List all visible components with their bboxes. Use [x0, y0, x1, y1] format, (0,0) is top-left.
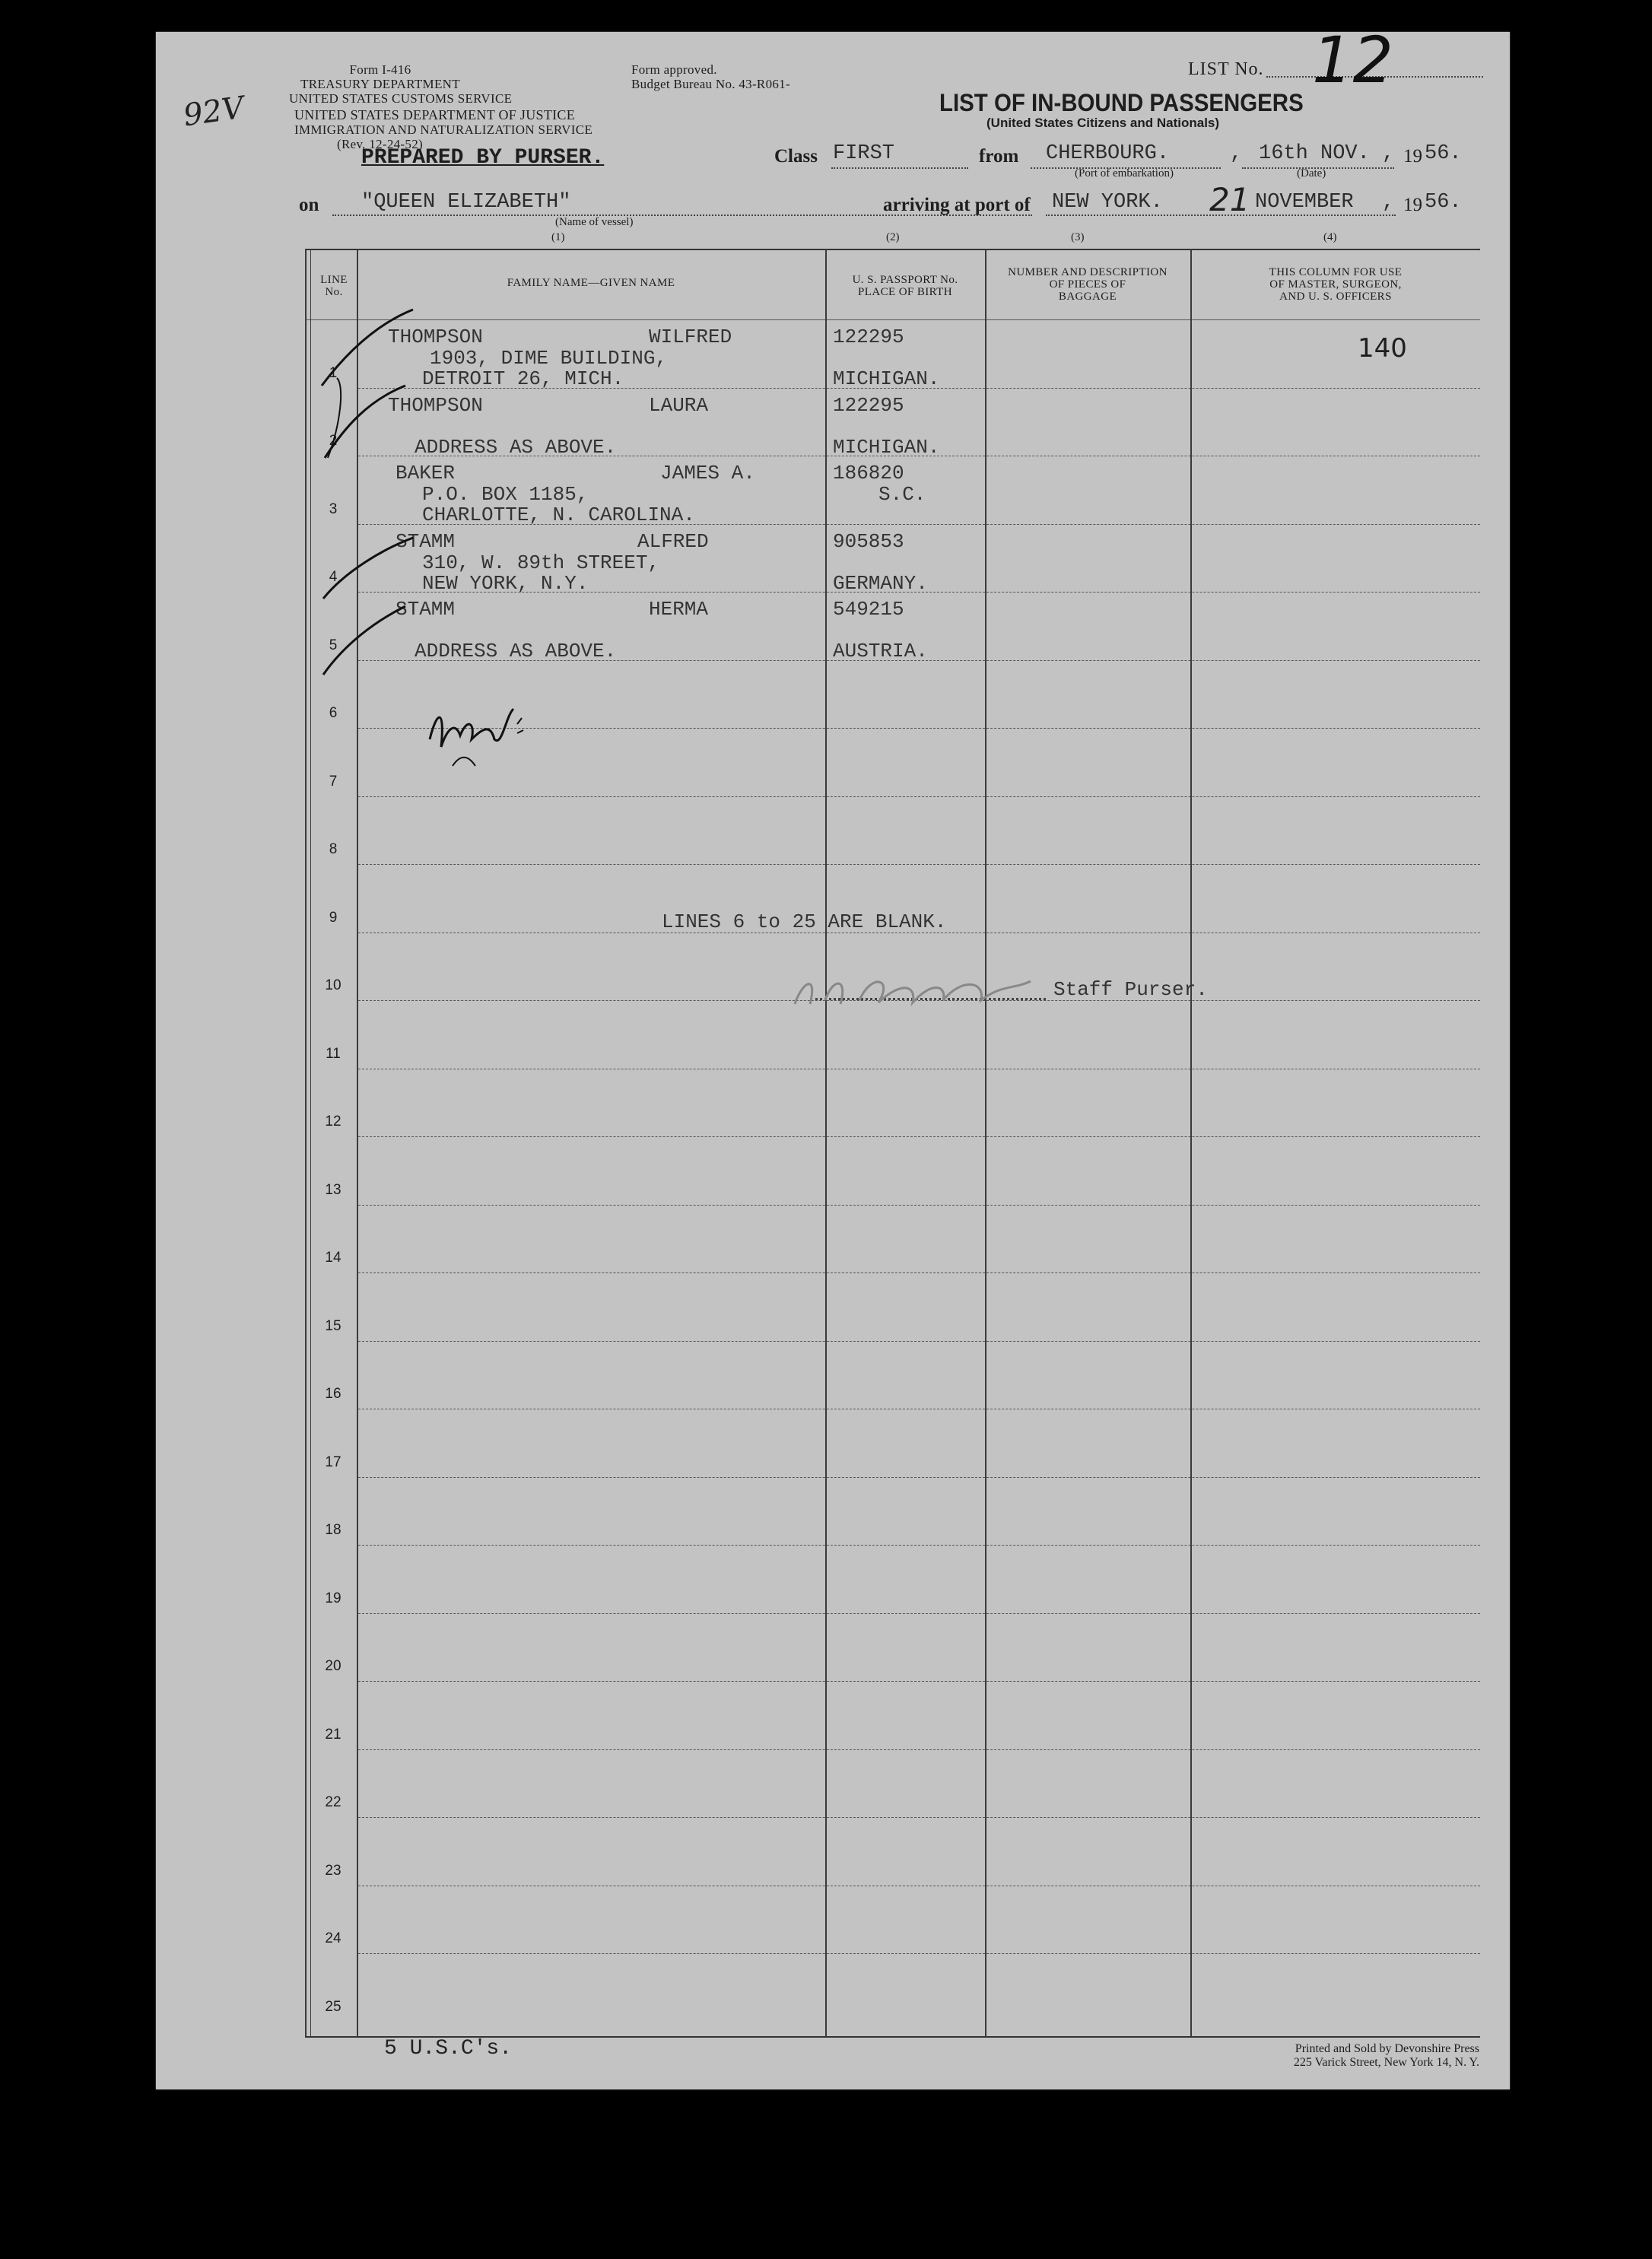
- from-value: CHERBOURG.: [1046, 142, 1170, 165]
- col-number-1: (1): [551, 231, 565, 243]
- address-line: P.O. BOX 1185,: [422, 483, 589, 506]
- embark-caption: (Port of embarkation): [1075, 167, 1174, 180]
- line-number: 19: [325, 1590, 342, 1606]
- line-number: 9: [329, 909, 338, 926]
- address-line: ADDRESS AS ABOVE.: [415, 640, 617, 662]
- baggage-col-divider: [1190, 249, 1192, 2036]
- row-line: [358, 1272, 1480, 1273]
- page-title: LIST OF IN-BOUND PASSENGERS: [939, 89, 1304, 116]
- header-officers-2: OF MASTER, SURGEON,: [1269, 278, 1402, 291]
- year-value: 56.: [1425, 142, 1462, 165]
- arriving-day: 21: [1209, 181, 1250, 218]
- approval-block: [631, 62, 790, 91]
- date-caption: (Date): [1297, 167, 1326, 180]
- check-mark: [323, 538, 413, 599]
- passport-col-divider: [985, 249, 986, 2036]
- header-passport-no: U. S. PASSPORT No.: [852, 274, 958, 286]
- arriving-port: NEW YORK.: [1052, 191, 1163, 214]
- address-line: NEW YORK, N.Y.: [422, 571, 589, 595]
- check-mark: [325, 386, 405, 458]
- line-number: 22: [325, 1794, 342, 1810]
- revision-date: (Rev. 12-24-52): [337, 137, 423, 151]
- officer-note: 140: [1358, 333, 1407, 364]
- line-number: 6: [329, 705, 338, 721]
- ins-name: IMMIGRATION AND NATURALIZATION SERVICE: [294, 122, 593, 137]
- prepared-by: PREPARED BY PURSER.: [361, 146, 605, 170]
- family-name: STAMM: [396, 529, 456, 553]
- place-of-birth: AUSTRIA.: [833, 640, 928, 662]
- row-line: [358, 796, 1480, 797]
- place-of-birth: S.C.: [878, 483, 926, 506]
- form-number: Form I-416: [349, 62, 411, 77]
- on-label: on: [299, 195, 319, 215]
- line-number: 18: [325, 1522, 342, 1538]
- arriving-label: arriving at port of: [883, 195, 1031, 215]
- list-no-label: LIST No.: [1188, 59, 1264, 79]
- margin-mark: 92V: [181, 90, 246, 134]
- row-line: [358, 1613, 1480, 1614]
- col-number-2: (2): [886, 231, 900, 243]
- table-left-border: [305, 249, 307, 2036]
- from-label: from: [979, 146, 1019, 167]
- row-line: [358, 1136, 1480, 1137]
- check-mark: [323, 606, 405, 675]
- line-number: 24: [325, 1930, 342, 1946]
- address-line: ADDRESS AS ABOVE.: [415, 435, 617, 459]
- arriving-year-prefix: 19: [1403, 195, 1422, 215]
- table-top-border: [305, 249, 1480, 250]
- line-number: 12: [325, 1114, 342, 1130]
- passport-number: 905853: [833, 529, 904, 553]
- line-number: 21: [325, 1726, 342, 1743]
- line-number: 8: [329, 841, 338, 857]
- class-line: [831, 167, 968, 169]
- given-name: JAMES A.: [660, 462, 755, 485]
- approval-text: Form approved.: [631, 62, 717, 77]
- line-number: 20: [325, 1658, 342, 1674]
- family-name: THOMPSON: [388, 393, 483, 417]
- check-mark: [322, 310, 413, 386]
- doj-name: UNITED STATES DEPARTMENT OF JUSTICE: [294, 107, 576, 122]
- header-name: FAMILY NAME—GIVEN NAME: [507, 277, 675, 289]
- header-line-text: LINE: [320, 274, 348, 286]
- col-number-3: (3): [1071, 231, 1085, 243]
- punch-hole: [116, 1848, 154, 1886]
- passport-number: 186820: [833, 462, 904, 485]
- printer-address: 225 Varick Street, New York 14, N. Y.: [1293, 2056, 1479, 2069]
- page-subtitle: (United States Citizens and Nationals): [986, 116, 1220, 130]
- handwritten-initials: [422, 694, 536, 777]
- line-number: 17: [325, 1454, 342, 1470]
- line-number: 15: [325, 1317, 342, 1334]
- blank-lines-note: LINES 6 to 25 ARE BLANK.: [662, 910, 947, 933]
- row-line: [358, 1545, 1480, 1546]
- citizen-count: 5 U.S.C's.: [384, 2037, 513, 2060]
- row-line: [358, 1817, 1480, 1818]
- date-value: 16th NOV.: [1259, 142, 1370, 165]
- service-name: UNITED STATES CUSTOMS SERVICE: [289, 91, 513, 106]
- passport-number: 549215: [833, 598, 904, 621]
- line-number: 7: [329, 773, 338, 790]
- name-col-divider: [825, 249, 827, 2036]
- department-name: TREASURY DEPARTMENT: [300, 77, 460, 91]
- doj-block: [294, 107, 593, 151]
- place-of-birth: MICHIGAN.: [833, 435, 940, 459]
- family-name: THOMPSON: [388, 326, 483, 348]
- arriving-year-value: 56.: [1425, 191, 1462, 214]
- address-line: 1903, DIME BUILDING,: [430, 347, 668, 370]
- col-number-4: (4): [1323, 231, 1337, 243]
- class-label: Class: [774, 146, 818, 167]
- address-line: DETROIT 26, MICH.: [422, 367, 624, 390]
- header-place-of-birth: PLACE OF BIRTH: [858, 286, 952, 298]
- place-of-birth: MICHIGAN.: [833, 367, 940, 390]
- line-number: 25: [325, 1998, 342, 2015]
- row-line: [358, 1477, 1480, 1478]
- address-line: CHARLOTTE, N. CAROLINA.: [422, 504, 695, 526]
- line-number: 3: [329, 500, 338, 517]
- header-passport: [827, 274, 983, 298]
- arriving-month: NOVEMBER: [1255, 191, 1354, 214]
- header-officers: [1192, 266, 1479, 303]
- header-officers-1: THIS COLUMN FOR USE: [1269, 266, 1403, 278]
- date-separator: ,: [1230, 142, 1243, 165]
- vessel-caption: (Name of vessel): [555, 216, 634, 228]
- header-baggage-1: NUMBER AND DESCRIPTION: [1008, 266, 1168, 278]
- printer-name: Printed and Sold by Devonshire Press: [1295, 2042, 1479, 2055]
- line-number: 14: [325, 1250, 342, 1266]
- purser-signature: [787, 958, 1061, 1019]
- given-name: LAURA: [649, 393, 709, 417]
- given-name: WILFRED: [649, 326, 732, 348]
- header-no-text: No.: [325, 286, 343, 298]
- table-header-border: [305, 319, 1480, 320]
- purser-title: Staff Purser.: [1053, 978, 1208, 1001]
- row-line: [358, 1749, 1480, 1750]
- address-line: 310, W. 89th STREET,: [422, 551, 660, 574]
- passport-number: 122295: [833, 393, 904, 417]
- line-number: 4: [329, 569, 338, 585]
- printer-info: [1228, 2042, 1479, 2070]
- line-number: 10: [325, 977, 342, 993]
- vessel-value: "QUEEN ELIZABETH": [361, 191, 571, 214]
- form-block: [289, 62, 513, 106]
- line-number: 2: [329, 433, 338, 449]
- check-marks: [314, 272, 421, 697]
- header-baggage-2: OF PIECES OF: [1049, 278, 1126, 291]
- given-name: ALFRED: [637, 529, 709, 553]
- row-line: [358, 1953, 1480, 1954]
- place-of-birth: GERMANY.: [833, 571, 928, 595]
- budget-bureau-number: Budget Bureau No. 43-R061-: [631, 77, 790, 91]
- passport-number: 122295: [833, 326, 904, 348]
- header-officers-3: AND U. S. OFFICERS: [1279, 291, 1392, 303]
- line-number: 23: [325, 1862, 342, 1879]
- family-name: STAMM: [396, 598, 456, 621]
- given-name: HERMA: [649, 598, 709, 621]
- line-number: 1: [329, 364, 338, 381]
- family-name: BAKER: [396, 462, 456, 485]
- table-left-border-inner: [310, 249, 311, 2036]
- manifest-sheet: [156, 23, 1510, 2089]
- row-line: [358, 864, 1480, 865]
- year-separator: ,: [1382, 142, 1395, 165]
- punch-hole: [116, 1039, 154, 1077]
- header-baggage: [986, 266, 1189, 303]
- row-line: [358, 1205, 1480, 1206]
- line-number: 13: [325, 1181, 342, 1198]
- line-number: 11: [326, 1045, 341, 1062]
- line-number: 5: [329, 637, 338, 653]
- header-baggage-3: BAGGAGE: [1058, 291, 1117, 303]
- arriving-year-separator: ,: [1382, 191, 1395, 214]
- line-number: 16: [325, 1386, 342, 1402]
- list-no-value: 12: [1312, 23, 1393, 97]
- row-line: [358, 1341, 1480, 1342]
- class-value: FIRST: [833, 142, 895, 165]
- row-line: [358, 1681, 1480, 1682]
- year-prefix: 19: [1403, 146, 1422, 167]
- punch-hole: [116, 231, 154, 269]
